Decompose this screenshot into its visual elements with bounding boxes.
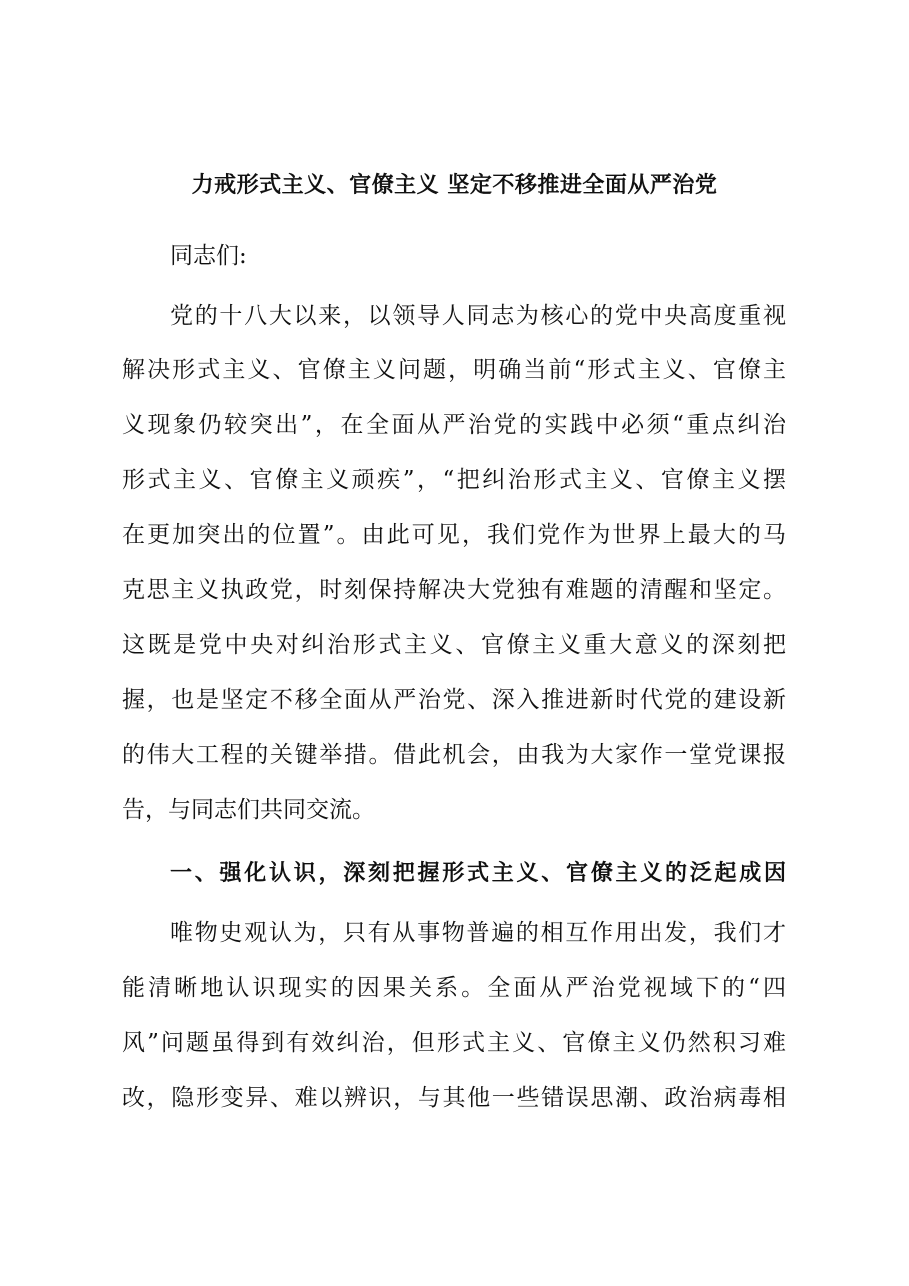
paragraph-line: 改，隐形变异、难以辨识，与其他一些错误思潮、政治病毒相 (122, 1085, 786, 1111)
paragraph-line: 在更加突出的位置”。由此可见，我们党作为世界上最大的马 (122, 522, 786, 548)
salutation: 同志们: (170, 243, 247, 269)
paragraph-line: 唯物史观认为，只有从事物普遍的相互作用出发，我们才 (170, 920, 786, 946)
section-heading: 一、强化认识，深刻把握形式主义、官僚主义的泛起成因 (170, 861, 786, 886)
paragraph-line: 解决形式主义、官僚主义问题，明确当前“形式主义、官僚主 (122, 357, 786, 383)
paragraph-line: 形式主义、官僚主义顽疾”，“把纠治形式主义、官僚主义摆 (122, 467, 786, 493)
paragraph-line: 这既是党中央对纠治形式主义、官僚主义重大意义的深刻把 (122, 632, 786, 658)
paragraph-line: 告，与同志们共同交流。 (122, 797, 375, 823)
paragraph-line: 能清晰地认识现实的因果关系。全面从严治党视域下的“四 (122, 975, 786, 1001)
paragraph-line: 握，也是坚定不移全面从严治党、深入推进新时代党的建设新 (122, 687, 786, 713)
paragraph-line: 克思主义执政党，时刻保持解决大党独有难题的清醒和坚定。 (122, 577, 786, 603)
document-title: 力戒形式主义、官僚主义 坚定不移推进全面从严治党 (191, 173, 718, 198)
paragraph-line: 的伟大工程的关键举措。借此机会，由我为大家作一堂党课报 (122, 742, 786, 768)
paragraph-line: 党的十八大以来，以领导人同志为核心的党中央高度重视 (170, 303, 786, 329)
paragraph-line: 义现象仍较突出”，在全面从严治党的实践中必须“重点纠治 (122, 412, 786, 438)
paragraph-line: 风”问题虽得到有效纠治，但形式主义、官僚主义仍然积习难 (122, 1030, 786, 1056)
